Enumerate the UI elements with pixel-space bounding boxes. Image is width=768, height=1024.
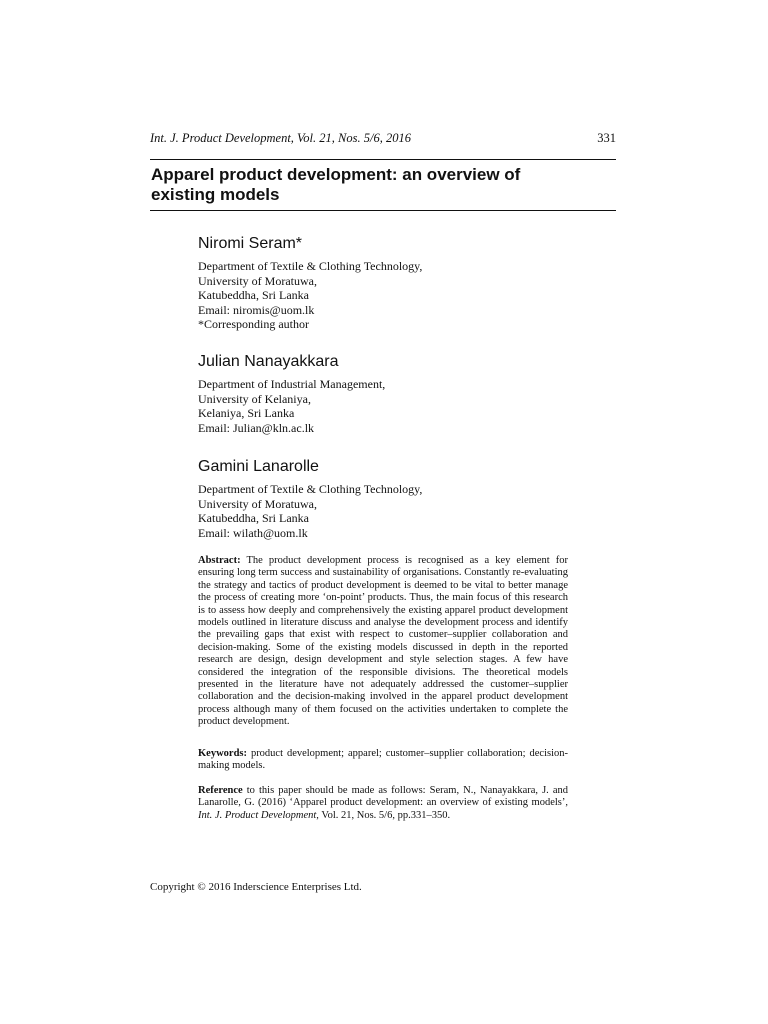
affiliation-line: Kelaniya, Sri Lanka [198, 406, 295, 421]
abstract [198, 555, 568, 729]
page-number: 331 [597, 131, 616, 145]
abstract-label: Abstract: [198, 555, 241, 566]
affiliation-line: University of Kelaniya, [198, 391, 311, 406]
affiliation-line: Department of Industrial Management, [198, 377, 386, 391]
author-block [198, 457, 598, 540]
affiliation-line: Katubeddha, Sri Lanka [198, 288, 309, 303]
reference-label: Reference [198, 785, 243, 796]
author-email: Email: niromis@uom.lk [198, 302, 315, 317]
affiliation-line: Department of Textile & Clothing Technology, [198, 259, 423, 273]
abstract-text: The product development process is recognised as a key element for ensuring long term success and sustainability of organisations. Constantly re-evaluating the strategy and tactics of product development is deemed to be vital to better manage the process of creating more ‘on-point’ products. Thus, the main focus of this research is to assess how deeply and comprehensively the existing apparel product development models outlined in literature discuss and analyse the development process and identify the prevailing gaps that exist with respect to customer–supplier collaboration and decision-making. Some of the existing models discussed in depth in the reported research are design, design development and style selection stages. A few have considered the integration of the responsible divisions. The theoretical models presented in the literature have not adequately addressed the customer–supplier collaboration and the decision-making involved in the apparel product development process although many of them focused on the activities undertaken to complete the product development. [198, 555, 569, 728]
author-name: Julian Nanayakkara [198, 353, 339, 370]
affiliation-line: University of Moratuwa, [198, 496, 317, 511]
author-block [198, 234, 598, 332]
keywords-label: Keywords: [198, 748, 247, 759]
title-rule-top [150, 159, 616, 160]
corresponding-author-note: *Corresponding author [198, 317, 309, 332]
reference-text: to this paper should be made as follows: Seram, N., Nanayakkara, J. and Lanarolle, G. (2016) ‘Apparel product development: an overview of existing models’, [198, 785, 569, 809]
affiliation-line: Department of Textile & Clothing Technology, [198, 482, 423, 496]
copyright-notice: Copyright © 2016 Inderscience Enterprises Ltd. [150, 881, 362, 893]
title-line-1: Apparel product development: an overview of [151, 165, 521, 184]
affiliation-line: University of Moratuwa, [198, 273, 317, 288]
journal-citation: Int. J. Product Development, Vol. 21, Nos. 5/6, 2016 [150, 131, 411, 145]
reference-details: , Vol. 21, Nos. 5/6, pp.331–350. [316, 809, 451, 821]
affiliation-line: Katubeddha, Sri Lanka [198, 511, 309, 526]
reference [198, 785, 568, 822]
author-email: Email: wilath@uom.lk [198, 525, 308, 540]
reference-journal: Int. J. Product Development [198, 809, 317, 821]
paper-page [150, 0, 616, 1024]
author-name: Niromi Seram* [198, 235, 303, 252]
keywords-text: product development; apparel; customer–supplier collaboration; decision-making models. [198, 748, 569, 772]
keywords [198, 748, 568, 773]
title-line-2: existing models [151, 185, 280, 204]
author-block [198, 352, 598, 435]
author-name: Gamini Lanarolle [198, 458, 319, 475]
running-header [150, 131, 616, 146]
title-rule-bottom [150, 210, 616, 211]
author-email: Email: Julian@kln.ac.lk [198, 420, 315, 435]
paper-title [151, 165, 611, 205]
